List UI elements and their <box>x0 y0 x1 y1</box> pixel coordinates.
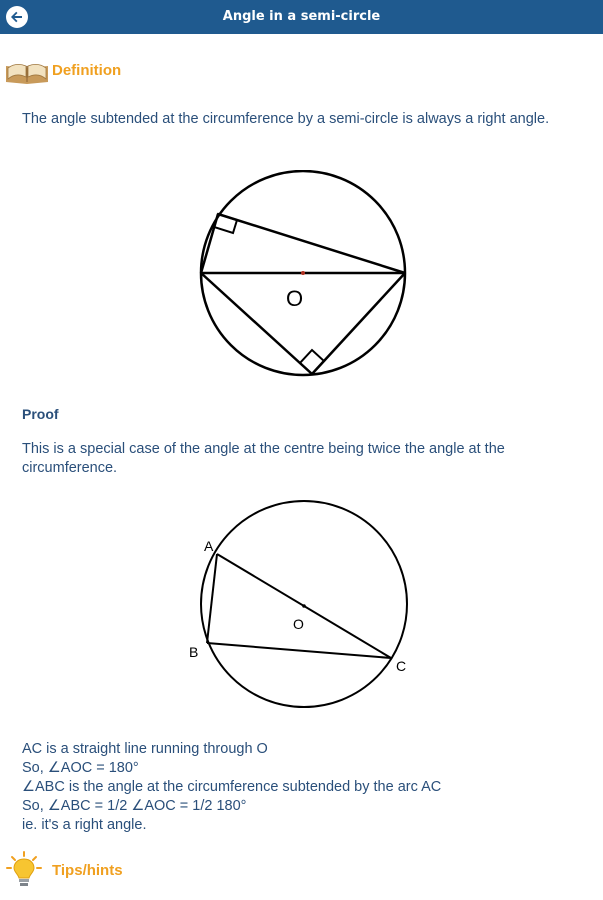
figure2-label-b: B <box>189 644 199 660</box>
semicircle-figure <box>195 170 415 385</box>
definition-text: The angle subtended at the circumference by a semi-circle is always a right angle. <box>22 111 550 127</box>
definition-heading: Definition <box>52 62 122 79</box>
proof-step-3: ∠ABC is the angle at the circumference subtended by the arc AC <box>22 779 442 795</box>
tips-heading: Tips/hints <box>52 862 123 879</box>
proof-figure <box>180 500 425 710</box>
lightbulb-icon <box>4 850 44 890</box>
open-book-icon <box>4 60 50 86</box>
figure1-label-o: O <box>286 286 304 311</box>
figure2-label-c: C <box>396 658 407 674</box>
figure2-label-a: A <box>204 538 214 554</box>
proof-text: This is a special case of the angle at the centre being twice the angle at the circumference. <box>22 441 505 476</box>
proof-step-4: So, ∠ABC = 1/2 ∠AOC = 1/2 180° <box>22 798 247 814</box>
page-title: Angle in a semi-circle <box>222 9 381 24</box>
proof-steps <box>22 740 592 835</box>
proof-heading: Proof <box>22 406 59 422</box>
top-app-bar <box>0 0 603 34</box>
proof-step-2: So, ∠AOC = 180° <box>22 760 139 776</box>
proof-step-1: AC is a straight line running through O <box>22 741 268 757</box>
proof-step-5: ie. it's a right angle. <box>22 817 147 833</box>
figure2-label-o: O <box>293 616 304 632</box>
